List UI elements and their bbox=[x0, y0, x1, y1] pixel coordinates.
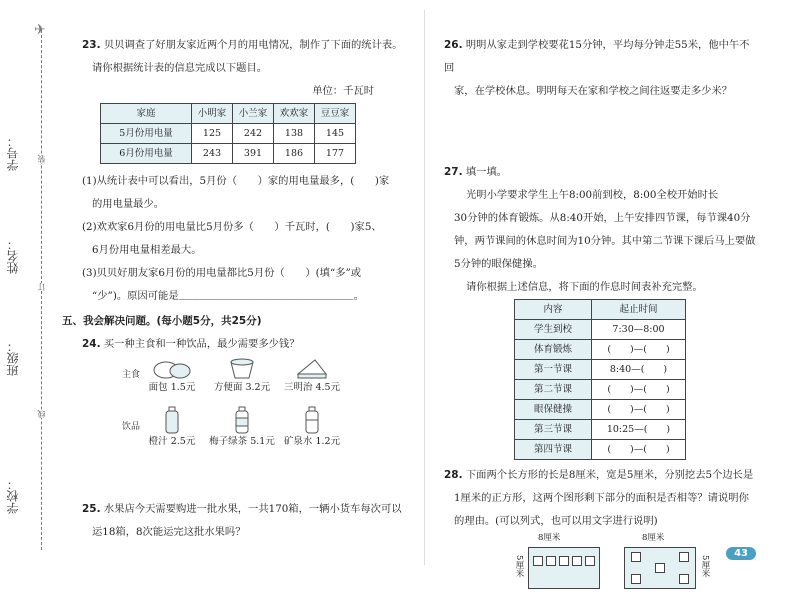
q28-figures bbox=[444, 533, 756, 603]
item-orange-juice: 橙汁 2.5元 bbox=[132, 406, 212, 448]
q23-sub1: (1)从统计表中可以看出，5月份（ ）家的用电量最多，( )家 bbox=[82, 175, 390, 187]
q27-para4: 5分钟的眼保健操。 bbox=[454, 258, 543, 270]
student-id-label: 学号： bbox=[6, 135, 20, 171]
q23-sub2: (2)欢欢家6月份的用电量比5月份多（ ）千瓦时，( )家5、 bbox=[82, 221, 382, 233]
fold-mark: 装 bbox=[37, 155, 46, 163]
q23-sub3-cont: “少”)。原因可能是＿＿＿＿＿＿＿＿＿＿＿＿＿＿＿＿＿。 bbox=[92, 290, 364, 302]
fig-b-width-label: 5厘米 bbox=[700, 555, 710, 578]
fold-mark: 线 bbox=[37, 410, 46, 418]
q25-line1: 25. 水果店今天需要购进一批水果，一共170箱，一辆小货车每次可以 bbox=[82, 503, 402, 515]
q23-unit: 单位：千瓦时 bbox=[312, 85, 374, 97]
item-instant-noodles: 方便面 3.2元 bbox=[202, 356, 282, 394]
table-row: 第一节课 8:40—( ) bbox=[515, 360, 686, 380]
item-mineral-water: 矿泉水 1.2元 bbox=[272, 406, 352, 448]
q27-para1: 光明小学要求学生上午8:00前到校，8:00全校开始时长 bbox=[466, 189, 719, 201]
class-label: 班级： bbox=[6, 340, 20, 376]
water-bottle-icon bbox=[302, 406, 322, 434]
name-label: 姓名： bbox=[6, 238, 20, 274]
q24-text: 24. 买一种主食和一种饮品，最少需要多少钱？ bbox=[82, 338, 300, 350]
staple-label: 主食 bbox=[122, 370, 141, 380]
q23-line2: 请你根据统计表的信息完成以下题目。 bbox=[92, 62, 268, 74]
left-page bbox=[62, 34, 404, 544]
tea-bottle-icon bbox=[232, 406, 252, 434]
q28-line1: 28. 下面两个长方形的长是8厘米，宽是5厘米，分别挖去5个边长是 bbox=[444, 469, 754, 481]
cutout-square bbox=[533, 556, 543, 566]
cutout-square bbox=[546, 556, 556, 566]
q27-title: 27. 填一填。 bbox=[444, 166, 508, 178]
rocket-icon: ✈ bbox=[34, 22, 46, 38]
cutout-square bbox=[679, 574, 689, 584]
q27-instruction: 请你根据上述信息，将下面的作息时间表补充完整。 bbox=[466, 281, 703, 293]
cutout-square bbox=[655, 563, 665, 573]
cutout-square bbox=[631, 574, 641, 584]
q27-para3: 钟，两节课间的休息时间为10分钟。其中第二节课下课后马上要做 bbox=[454, 235, 756, 247]
table-row: 6月份用电量 243 391 186 177 bbox=[101, 144, 356, 164]
q23-line1: 23. 贝贝调查了好朋友家近两个月的用电情况，制作了下面的统计表。 bbox=[82, 39, 403, 51]
q25-line2: 运18箱，8次能运完这批水果吗？ bbox=[92, 526, 246, 538]
fig-a-length-label: 8厘米 bbox=[538, 533, 561, 543]
page-gutter bbox=[424, 10, 425, 565]
q28-line3: 的理由。(可以列式，也可以用文字进行说明) bbox=[454, 515, 658, 527]
q26-line2: 家，在学校休息。明明每天在家和学校之间往返要走多少米？ bbox=[454, 85, 733, 97]
q28-line2: 1厘米的正方形，这两个图形剩下部分的面积是否相等？请说明你 bbox=[454, 492, 749, 504]
schedule-table bbox=[514, 299, 686, 460]
q23-sub2-cont: 6月份用电量相差最大。 bbox=[92, 244, 202, 256]
table-row: 学生到校 7:30—8:00 bbox=[515, 320, 686, 340]
q23-sub1-cont: 的用电量最少。 bbox=[92, 198, 165, 210]
rectangle-a bbox=[528, 547, 600, 589]
drink-label: 饮品 bbox=[122, 422, 141, 432]
table-header-row: 内容 起止时间 bbox=[515, 300, 686, 320]
q23-sub3: (3)贝贝好朋友家6月份的用电量都比5月份（ ）(填“多”或 bbox=[82, 267, 362, 279]
cutout-square bbox=[585, 556, 595, 566]
right-page bbox=[444, 34, 756, 603]
page-number: 43 bbox=[726, 547, 756, 560]
noodle-cup-icon bbox=[227, 356, 257, 380]
table-row: 体育锻炼 ( )—( ) bbox=[515, 340, 686, 360]
cutout-square bbox=[572, 556, 582, 566]
table-row: 5月份用电量 125 242 138 145 bbox=[101, 124, 356, 144]
item-bread: 面包 1.5元 bbox=[132, 356, 212, 394]
table-row: 眼保健操 ( )—( ) bbox=[515, 400, 686, 420]
q27-para2: 30分钟的体育锻炼。从8:40开始，上午安排四节课，每节课40分 bbox=[454, 212, 751, 224]
juice-bottle-icon bbox=[162, 406, 182, 434]
table-row: 第二节课 ( )—( ) bbox=[515, 380, 686, 400]
fig-a-width-label: 5厘米 bbox=[514, 555, 524, 578]
binding-margin bbox=[0, 0, 56, 574]
item-sandwich: 三明治 4.5元 bbox=[272, 356, 352, 394]
bread-icon bbox=[152, 356, 192, 380]
cutout-square bbox=[631, 552, 641, 562]
q24-items bbox=[82, 356, 404, 458]
section-title: 五、我会解决问题。(每小题5分，共25分) bbox=[62, 315, 262, 327]
cutout-square bbox=[559, 556, 569, 566]
fold-mark: 订 bbox=[37, 283, 46, 291]
cutout-square bbox=[679, 552, 689, 562]
fig-b-length-label: 8厘米 bbox=[642, 533, 665, 543]
item-plum-green-tea: 梅子绿茶 5.1元 bbox=[202, 406, 282, 448]
q26-line1: 26. 明明从家走到学校要花15分钟，平均每分钟走55米，他中午不回 bbox=[444, 39, 750, 74]
table-row: 第三节课 10:25—( ) bbox=[515, 420, 686, 440]
rectangle-b bbox=[624, 547, 696, 589]
sandwich-icon bbox=[295, 356, 329, 380]
electricity-table bbox=[100, 103, 356, 164]
school-label: 学校： bbox=[6, 478, 20, 514]
table-header-row: 家庭 小明家 小兰家 欢欢家 豆豆家 bbox=[101, 104, 356, 124]
table-row: 第四节课 ( )—( ) bbox=[515, 440, 686, 460]
